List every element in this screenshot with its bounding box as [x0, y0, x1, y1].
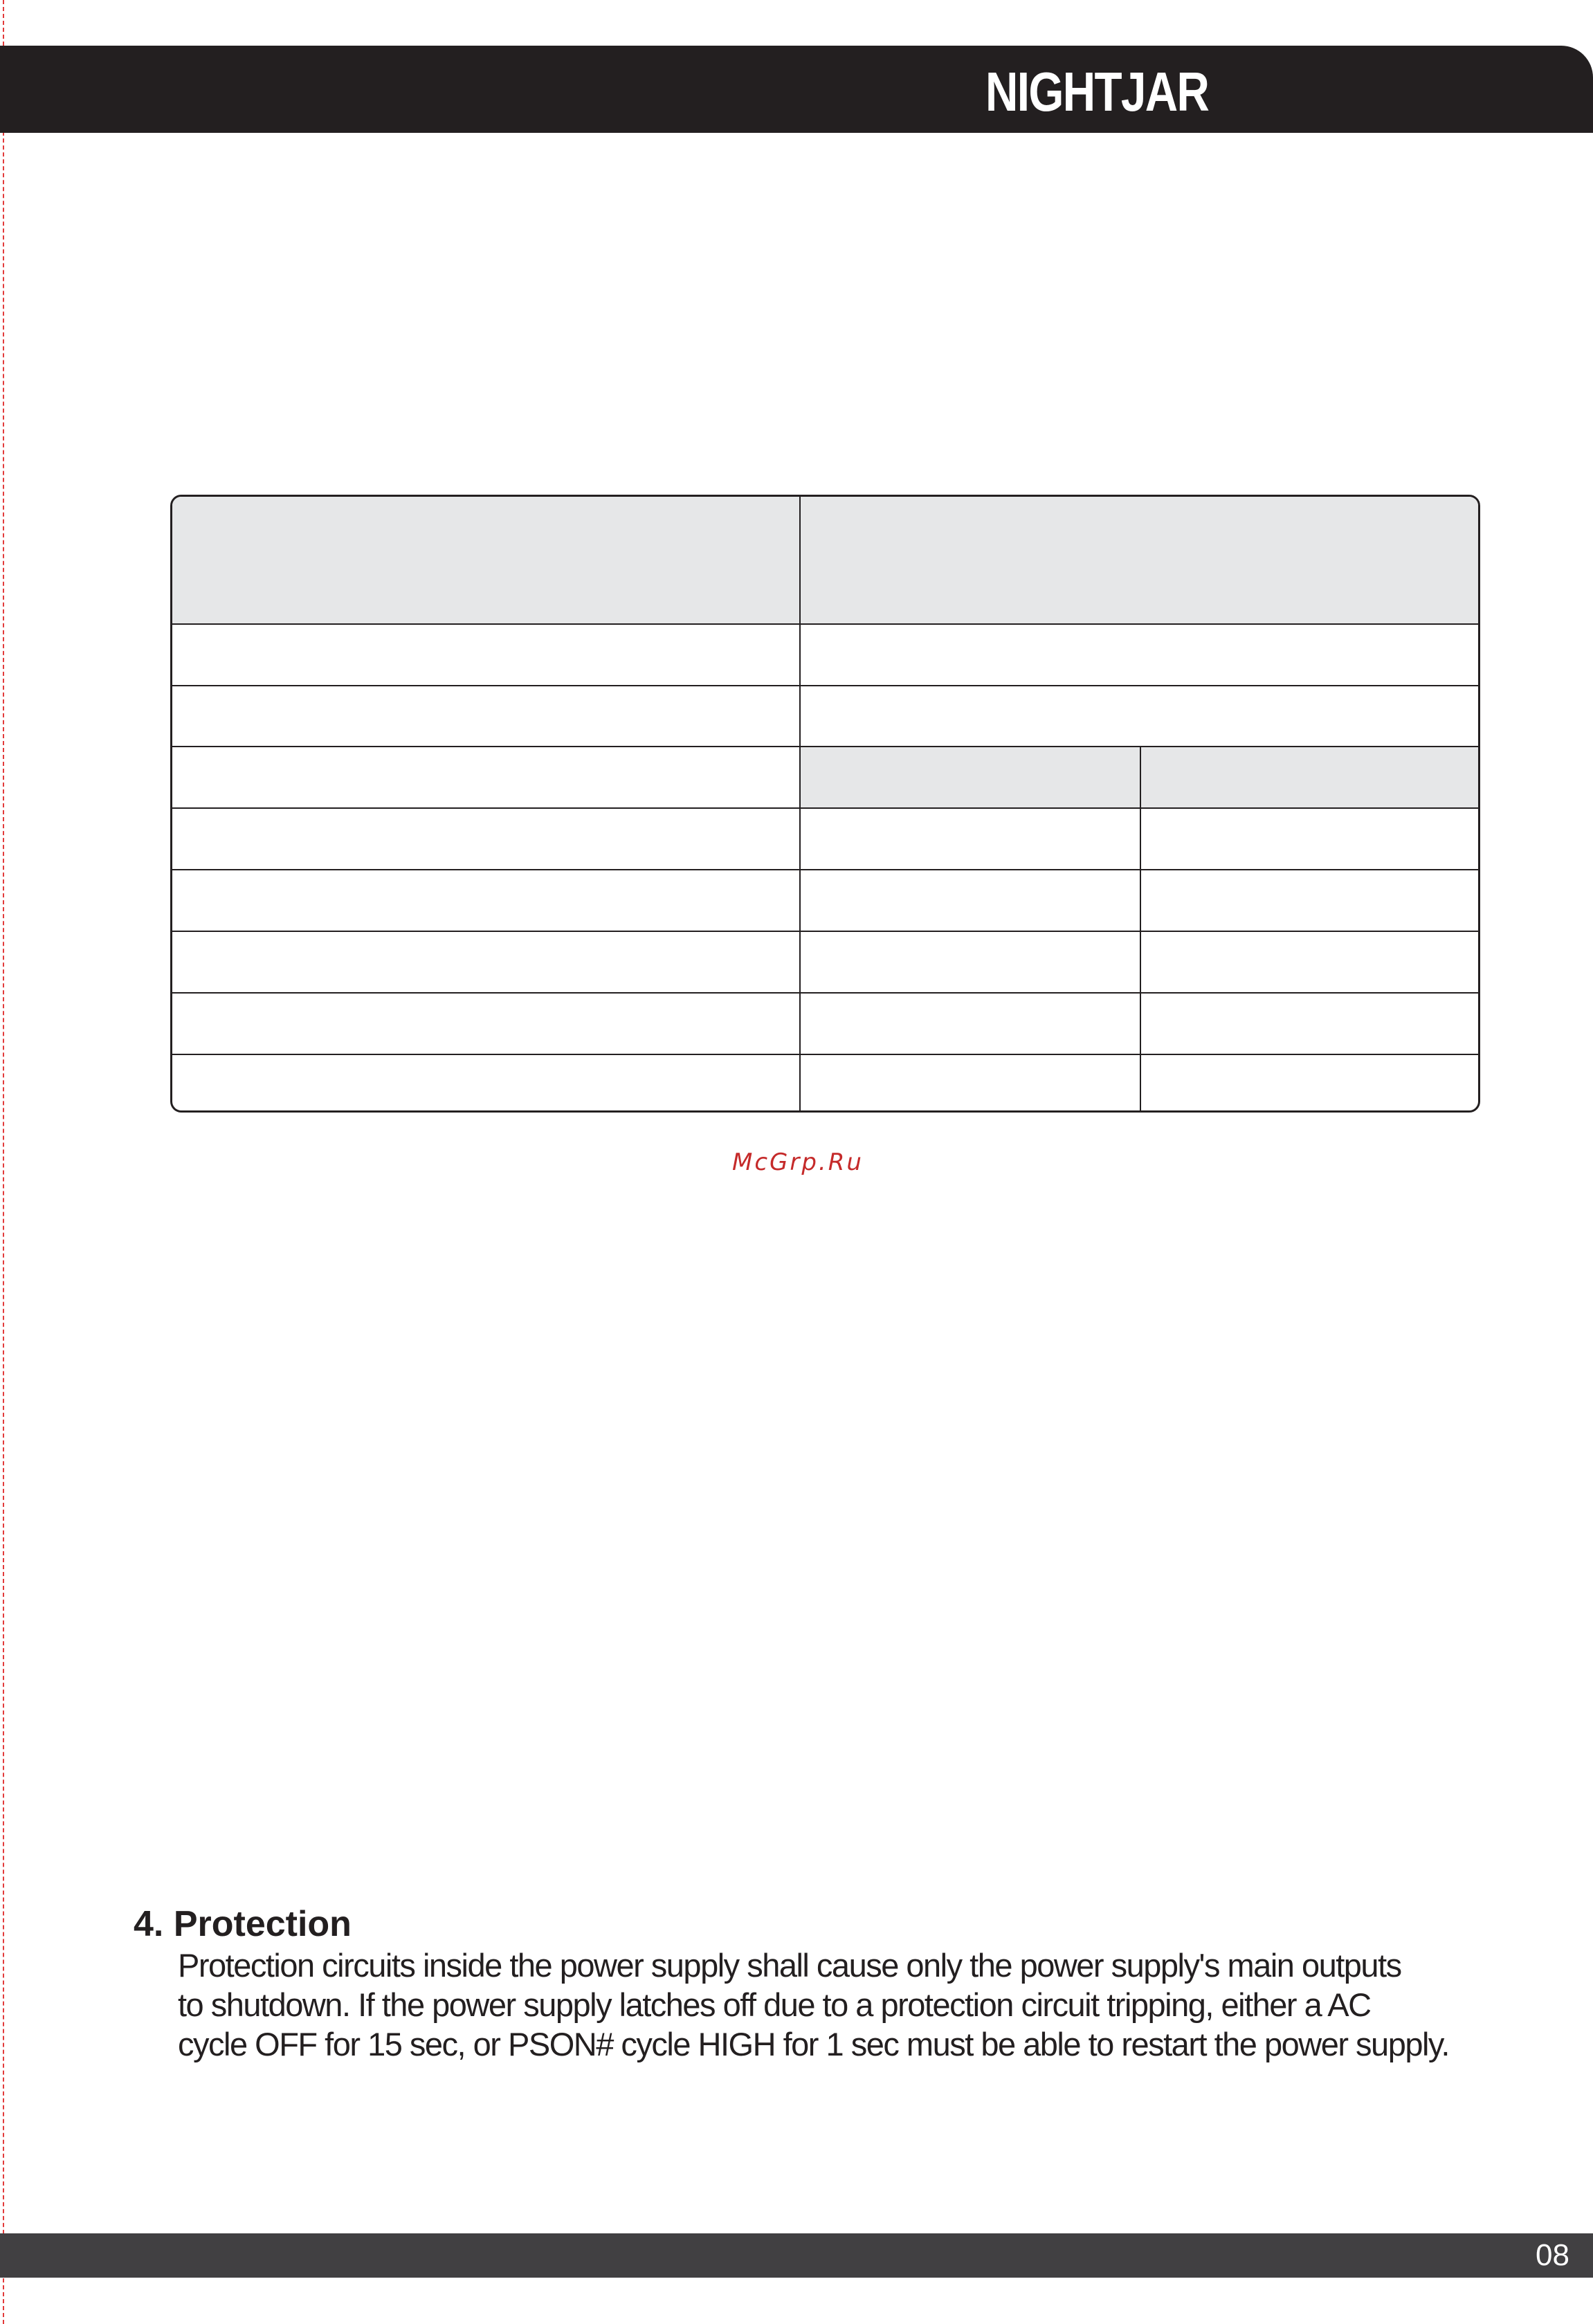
table-column-divider	[1140, 747, 1141, 1113]
brand-logo-text: NIGHTJAR	[985, 61, 1209, 122]
watermark: McGrp.Ru	[732, 1149, 864, 1176]
table-row	[172, 1055, 799, 1113]
table-row	[172, 747, 799, 807]
section-title: 4. Protection	[134, 1904, 352, 1944]
spec-table	[170, 495, 1480, 1113]
table-row	[172, 686, 799, 746]
page-number: 08	[1536, 2238, 1569, 2272]
table-row	[172, 625, 799, 685]
table-row	[172, 870, 799, 931]
page-trim-guide	[3, 0, 4, 2324]
table-row	[172, 932, 799, 992]
header-bar	[0, 46, 1593, 133]
body-line: to shutdown. If the power supply latches off due to a protection circuit tripping, either a AC	[178, 1986, 1371, 2023]
table-subheader-cell	[1141, 747, 1480, 807]
footer-bar	[0, 2233, 1593, 2278]
table-column-divider	[799, 497, 801, 1113]
table-header-cell	[801, 497, 1480, 623]
body-line: cycle OFF for 15 sec, or PSON# cycle HIGH for 1 sec must be able to restart the power supply.	[178, 2026, 1449, 2062]
table-row	[172, 809, 799, 869]
section-body	[178, 1946, 1562, 2064]
table-header-cell	[172, 497, 799, 623]
table-row	[172, 994, 799, 1054]
body-line: Protection circuits inside the power supply shall cause only the power supply's main outputs	[178, 1947, 1401, 1984]
table-subheader-cell	[801, 747, 1140, 807]
